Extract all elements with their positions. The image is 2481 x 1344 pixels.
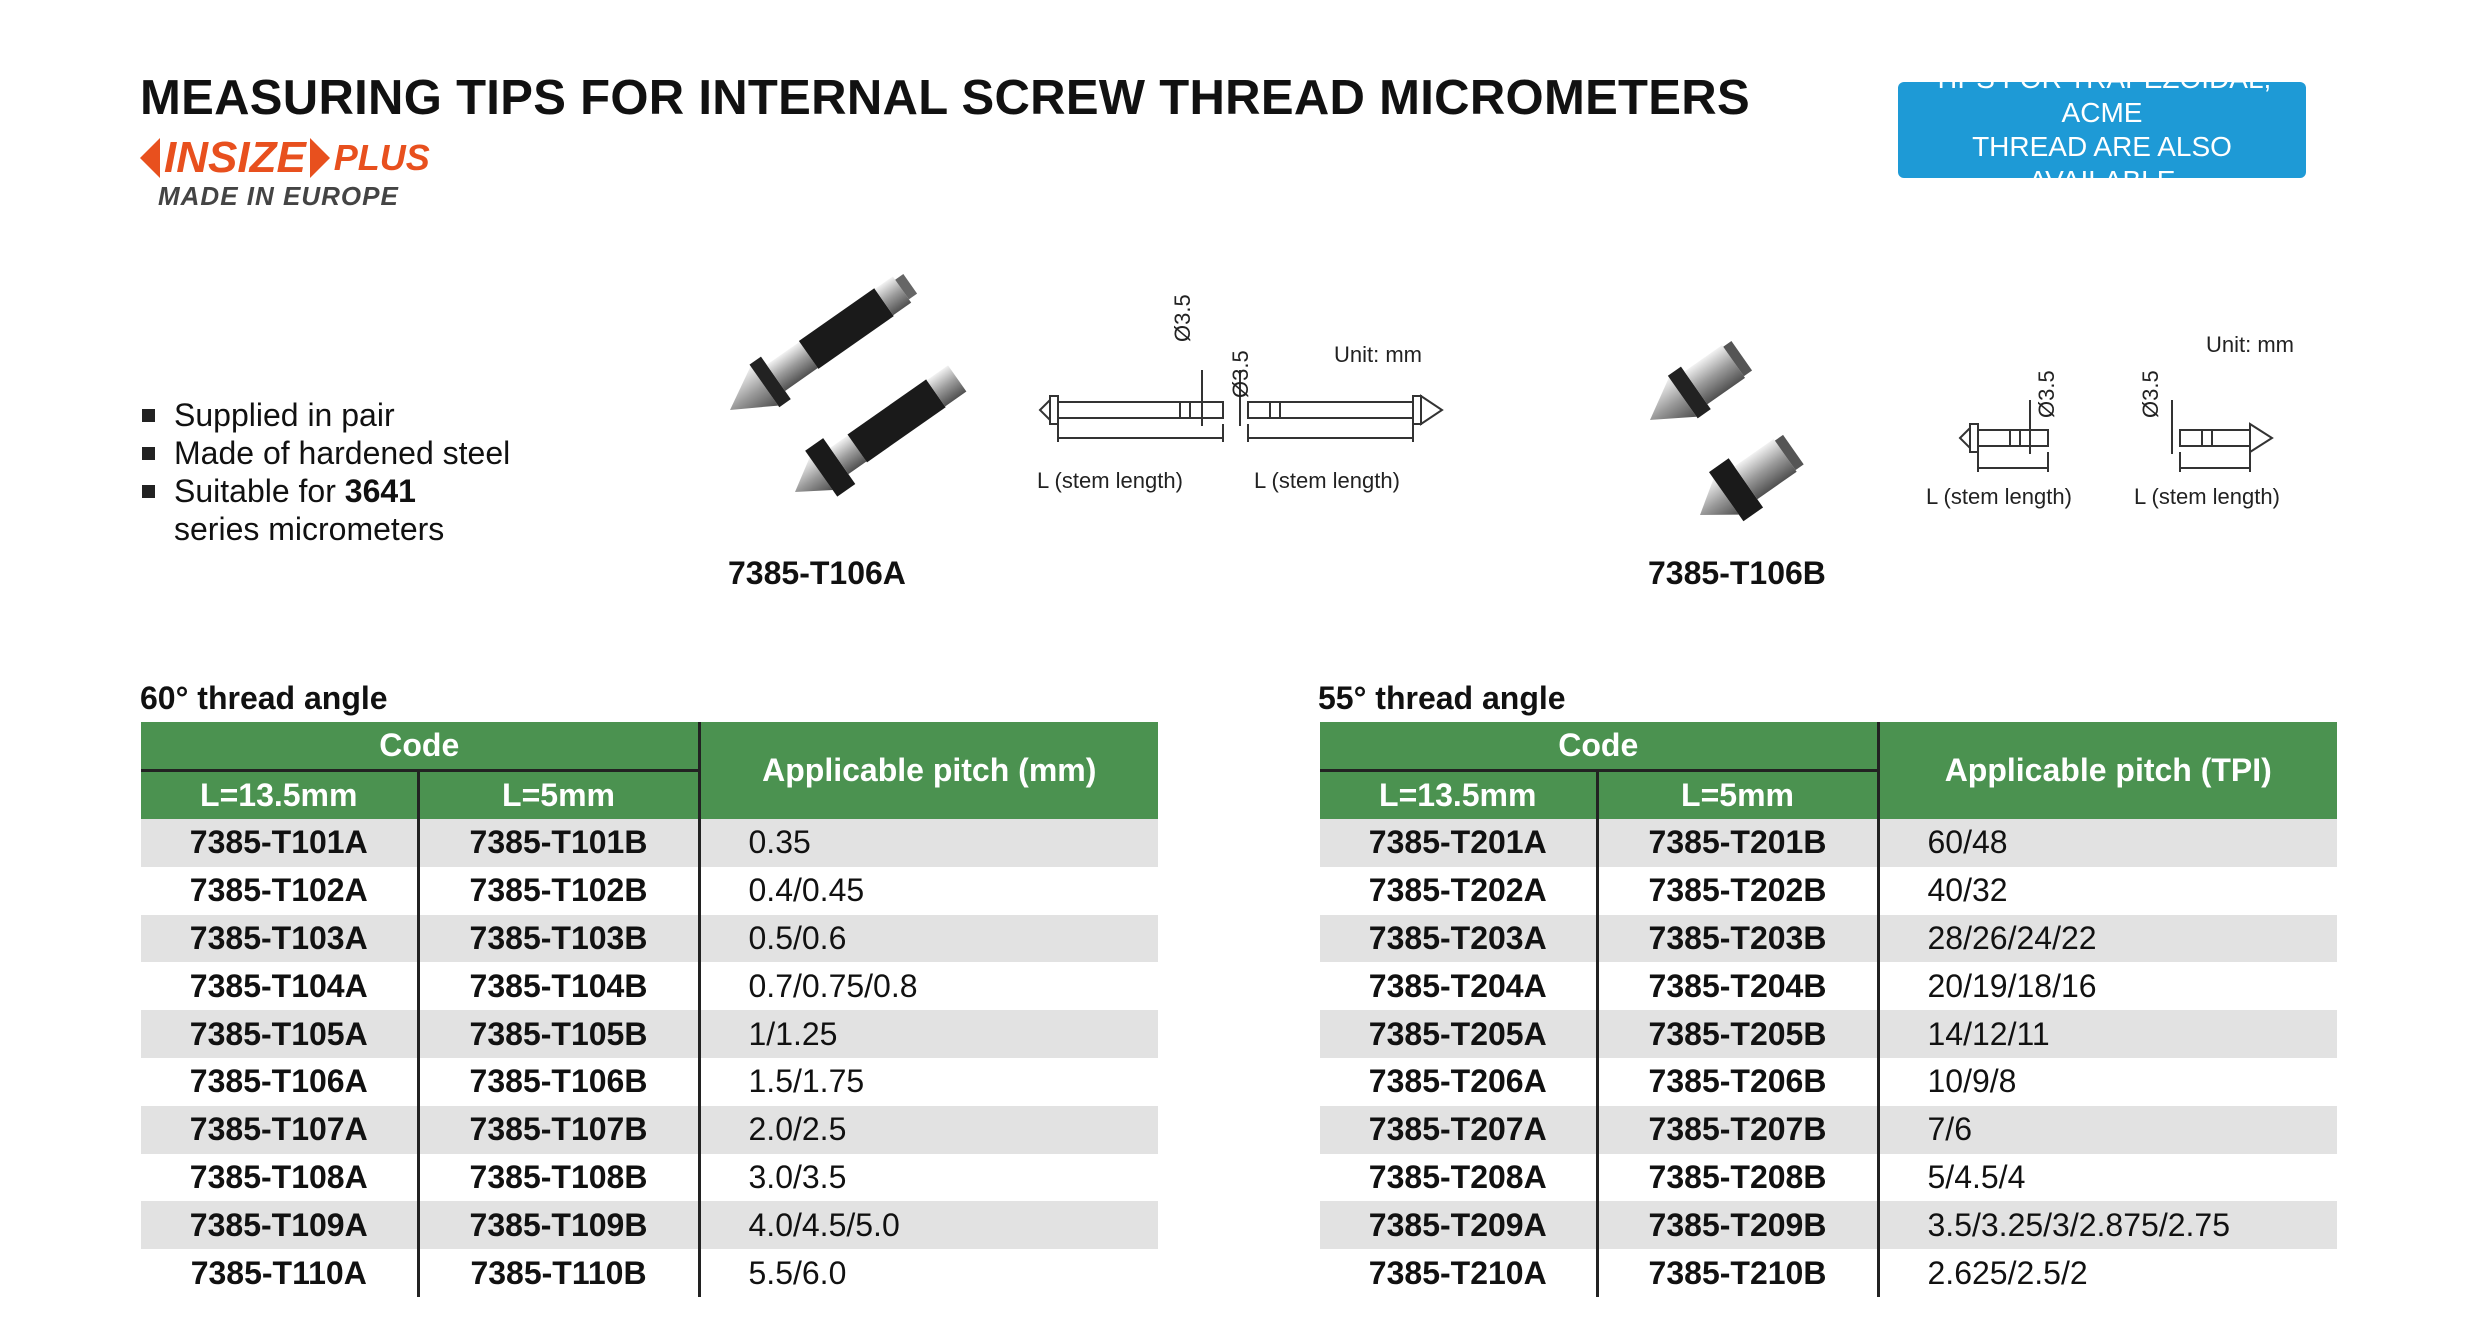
code-short-cell: 7385-T103B bbox=[418, 915, 699, 963]
table-row bbox=[1320, 962, 2337, 1010]
table-row bbox=[141, 1106, 1158, 1154]
table-row bbox=[141, 962, 1158, 1010]
header-length-long: L=13.5mm bbox=[1320, 771, 1597, 820]
table-row bbox=[1320, 915, 2337, 963]
table-row bbox=[1320, 1249, 2337, 1297]
code-long-cell: 7385-T210A bbox=[1320, 1249, 1597, 1297]
table-row bbox=[141, 1249, 1158, 1297]
feature-item bbox=[140, 472, 510, 510]
brand-suffix: PLUS bbox=[333, 137, 430, 178]
code-long-cell: 7385-T203A bbox=[1320, 915, 1597, 963]
page-title: MEASURING TIPS FOR INTERNAL SCREW THREAD MICROMETERS bbox=[140, 71, 1750, 125]
product-code-label: 7385-T106A bbox=[728, 555, 906, 591]
header-pitch: Applicable pitch (mm) bbox=[699, 722, 1158, 819]
code-short-cell: 7385-T102B bbox=[418, 867, 699, 915]
header-pitch: Applicable pitch (TPI) bbox=[1878, 722, 2337, 819]
pitch-cell: 2.0/2.5 bbox=[699, 1106, 1158, 1154]
table-row bbox=[1320, 1106, 2337, 1154]
pitch-cell: 14/12/11 bbox=[1878, 1010, 2337, 1058]
code-short-cell: 7385-T110B bbox=[418, 1249, 699, 1297]
code-short-cell: 7385-T206B bbox=[1597, 1058, 1878, 1106]
feature-text: Suitable for bbox=[174, 473, 345, 509]
diameter-label: Ø3.5 bbox=[2034, 370, 2059, 418]
code-short-cell: 7385-T107B bbox=[418, 1106, 699, 1154]
code-short-cell: 7385-T209B bbox=[1597, 1201, 1878, 1249]
code-long-cell: 7385-T201A bbox=[1320, 819, 1597, 867]
pitch-cell: 7/6 bbox=[1878, 1106, 2337, 1154]
pitch-cell: 1.5/1.75 bbox=[699, 1058, 1158, 1106]
unit-label: Unit: mm bbox=[1334, 342, 1422, 367]
pitch-cell: 40/32 bbox=[1878, 867, 2337, 915]
code-long-cell: 7385-T202A bbox=[1320, 867, 1597, 915]
header-code: Code bbox=[1320, 722, 1878, 771]
diameter-label: Ø3.5 bbox=[1228, 350, 1253, 398]
code-short-cell: 7385-T104B bbox=[418, 962, 699, 1010]
stem-length-label: L (stem length) bbox=[2134, 484, 2280, 509]
code-long-cell: 7385-T108A bbox=[141, 1154, 418, 1202]
table-row bbox=[141, 819, 1158, 867]
feature-item bbox=[140, 434, 510, 472]
logo-wordmark bbox=[140, 133, 430, 183]
feature-item bbox=[140, 396, 510, 434]
table-row bbox=[1320, 819, 2337, 867]
made-in-label: MADE IN EUROPE bbox=[158, 181, 399, 211]
pitch-cell: 4.0/4.5/5.0 bbox=[699, 1201, 1158, 1249]
brand-logo bbox=[140, 133, 430, 212]
code-long-cell: 7385-T208A bbox=[1320, 1154, 1597, 1202]
header-code: Code bbox=[141, 722, 699, 771]
feature-list bbox=[140, 396, 510, 548]
code-short-cell: 7385-T106B bbox=[418, 1058, 699, 1106]
code-short-cell: 7385-T203B bbox=[1597, 915, 1878, 963]
code-short-cell: 7385-T202B bbox=[1597, 867, 1878, 915]
code-short-cell: 7385-T207B bbox=[1597, 1106, 1878, 1154]
product-photo-b bbox=[1640, 340, 1860, 530]
unit-label: Unit: mm bbox=[2206, 332, 2294, 357]
table-row bbox=[141, 1201, 1158, 1249]
stem-length-label: L (stem length) bbox=[1037, 468, 1183, 493]
code-long-cell: 7385-T207A bbox=[1320, 1106, 1597, 1154]
header-length-short: L=5mm bbox=[418, 771, 699, 820]
code-long-cell: 7385-T103A bbox=[141, 915, 418, 963]
table-row bbox=[141, 1058, 1158, 1106]
table-row bbox=[1320, 1201, 2337, 1249]
code-long-cell: 7385-T209A bbox=[1320, 1201, 1597, 1249]
code-long-cell: 7385-T101A bbox=[141, 819, 418, 867]
pitch-cell: 60/48 bbox=[1878, 819, 2337, 867]
feature-continuation: series micrometers bbox=[174, 511, 445, 547]
feature-text: Made of hardened steel bbox=[174, 435, 511, 471]
diameter-label: Ø3.5 bbox=[1170, 294, 1195, 342]
code-long-cell: 7385-T104A bbox=[141, 962, 418, 1010]
pitch-cell: 0.35 bbox=[699, 819, 1158, 867]
stem-length-label: L (stem length) bbox=[1926, 484, 2072, 509]
code-short-cell: 7385-T204B bbox=[1597, 962, 1878, 1010]
table-row bbox=[141, 915, 1158, 963]
pitch-cell: 20/19/18/16 bbox=[1878, 962, 2337, 1010]
product-code-label: 7385-T106B bbox=[1648, 555, 1826, 591]
header-length-long: L=13.5mm bbox=[141, 771, 418, 820]
code-long-cell: 7385-T102A bbox=[141, 867, 418, 915]
pitch-cell: 1/1.25 bbox=[699, 1010, 1158, 1058]
brand-name: INSIZE bbox=[164, 133, 306, 182]
feature-series-number: 3641 bbox=[344, 473, 416, 509]
table-row bbox=[1320, 1058, 2337, 1106]
code-long-cell: 7385-T109A bbox=[141, 1201, 418, 1249]
code-short-cell: 7385-T108B bbox=[418, 1154, 699, 1202]
feature-text: Supplied in pair bbox=[174, 397, 395, 433]
code-short-cell: 7385-T205B bbox=[1597, 1010, 1878, 1058]
pitch-cell: 28/26/24/22 bbox=[1878, 915, 2337, 963]
table-row bbox=[1320, 1154, 2337, 1202]
section-title-60: 60° thread angle bbox=[140, 680, 388, 716]
code-long-cell: 7385-T206A bbox=[1320, 1058, 1597, 1106]
table-row bbox=[1320, 867, 2337, 915]
logo-left-arrow-icon bbox=[140, 138, 160, 178]
badge-line-2: THREAD ARE ALSO AVAILABLE bbox=[1972, 131, 2232, 196]
section-title-55: 55° thread angle bbox=[1318, 680, 1566, 716]
code-short-cell: 7385-T105B bbox=[418, 1010, 699, 1058]
logo-right-arrow-icon bbox=[310, 138, 330, 178]
pitch-cell: 0.5/0.6 bbox=[699, 915, 1158, 963]
stem-length-label: L (stem length) bbox=[1254, 468, 1400, 493]
table-row bbox=[1320, 1010, 2337, 1058]
pitch-cell: 2.625/2.5/2 bbox=[1878, 1249, 2337, 1297]
code-short-cell: 7385-T109B bbox=[418, 1201, 699, 1249]
code-long-cell: 7385-T204A bbox=[1320, 962, 1597, 1010]
pitch-cell: 3.0/3.5 bbox=[699, 1154, 1158, 1202]
spec-table-55 bbox=[1320, 722, 2337, 1297]
code-short-cell: 7385-T101B bbox=[418, 819, 699, 867]
code-long-cell: 7385-T107A bbox=[141, 1106, 418, 1154]
header-length-short: L=5mm bbox=[1597, 771, 1878, 820]
code-long-cell: 7385-T105A bbox=[141, 1010, 418, 1058]
table-row bbox=[141, 1154, 1158, 1202]
code-short-cell: 7385-T201B bbox=[1597, 819, 1878, 867]
code-long-cell: 7385-T205A bbox=[1320, 1010, 1597, 1058]
pitch-cell: 0.4/0.45 bbox=[699, 867, 1158, 915]
pitch-cell: 3.5/3.25/3/2.875/2.75 bbox=[1878, 1201, 2337, 1249]
pitch-cell: 10/9/8 bbox=[1878, 1058, 2337, 1106]
table-row bbox=[141, 867, 1158, 915]
code-long-cell: 7385-T106A bbox=[141, 1058, 418, 1106]
code-short-cell: 7385-T208B bbox=[1597, 1154, 1878, 1202]
badge-line-1: TIPS FOR TRAPEZOIDAL, ACME bbox=[1932, 63, 2272, 128]
pitch-cell: 5/4.5/4 bbox=[1878, 1154, 2337, 1202]
availability-badge bbox=[1898, 63, 2306, 196]
table-row bbox=[141, 1010, 1158, 1058]
product-photo-a bbox=[700, 270, 970, 510]
pitch-cell: 5.5/6.0 bbox=[699, 1249, 1158, 1297]
code-short-cell: 7385-T210B bbox=[1597, 1249, 1878, 1297]
code-long-cell: 7385-T110A bbox=[141, 1249, 418, 1297]
pitch-cell: 0.7/0.75/0.8 bbox=[699, 962, 1158, 1010]
spec-table-60 bbox=[141, 722, 1158, 1297]
diameter-label: Ø3.5 bbox=[2138, 370, 2163, 418]
dimension-drawing-b bbox=[1950, 360, 2280, 480]
